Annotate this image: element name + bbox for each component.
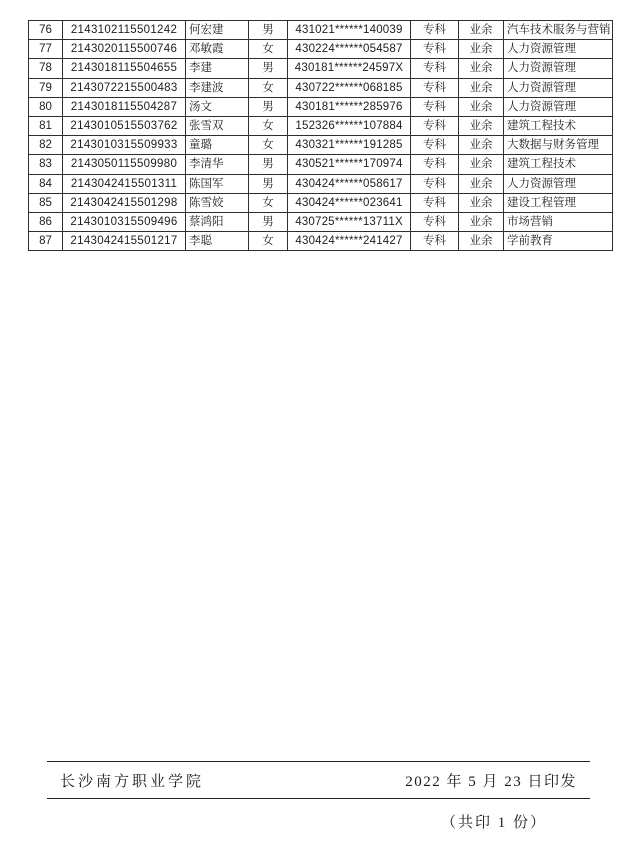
cell-id-number: 430725******13711X (288, 212, 411, 231)
cell-major: 市场营销 (504, 212, 613, 231)
cell-row-number: 85 (29, 193, 63, 212)
cell-gender: 女 (249, 116, 288, 135)
cell-student-name: 陈国军 (186, 174, 249, 193)
footer-bottom-rule (47, 798, 590, 799)
cell-gender: 女 (249, 136, 288, 155)
cell-major: 建筑工程技术 (504, 116, 613, 135)
cell-student-name: 李建 (186, 59, 249, 78)
copies-note: （共印 1 份） (440, 815, 547, 831)
table-row (29, 116, 613, 135)
cell-study-form: 业余 (459, 116, 504, 135)
cell-gender: 男 (249, 212, 288, 231)
cell-education-level: 专科 (411, 174, 459, 193)
cell-student-name: 何宏建 (186, 21, 249, 40)
cell-gender: 男 (249, 97, 288, 116)
cell-gender: 女 (249, 40, 288, 59)
cell-student-name: 蔡鸿阳 (186, 212, 249, 231)
cell-student-name: 李清华 (186, 155, 249, 174)
cell-row-number: 80 (29, 97, 63, 116)
cell-study-form: 业余 (459, 155, 504, 174)
footer-issuer-row (60, 770, 577, 791)
cell-row-number: 87 (29, 232, 63, 251)
cell-row-number: 83 (29, 155, 63, 174)
cell-id-number: 430321******191285 (288, 136, 411, 155)
cell-student-name: 陈雪姣 (186, 193, 249, 212)
cell-education-level: 专科 (411, 40, 459, 59)
cell-row-number: 86 (29, 212, 63, 231)
cell-study-form: 业余 (459, 59, 504, 78)
cell-id-number: 430224******054587 (288, 40, 411, 59)
cell-exam-number: 2143018115504287 (63, 97, 186, 116)
cell-study-form: 业余 (459, 212, 504, 231)
cell-exam-number: 2143042415501298 (63, 193, 186, 212)
table-row (29, 136, 613, 155)
cell-row-number: 76 (29, 21, 63, 40)
cell-major: 人力资源管理 (504, 97, 613, 116)
table-row (29, 59, 613, 78)
cell-major: 大数据与财务管理 (504, 136, 613, 155)
cell-major: 学前教育 (504, 232, 613, 251)
cell-id-number: 430181******285976 (288, 97, 411, 116)
cell-gender: 女 (249, 232, 288, 251)
cell-row-number: 79 (29, 78, 63, 97)
cell-id-number: 430424******023641 (288, 193, 411, 212)
cell-exam-number: 2143050115509980 (63, 155, 186, 174)
issuer-name: 长沙南方职业学院 (60, 774, 205, 790)
cell-student-name: 邓敏霞 (186, 40, 249, 59)
cell-exam-number: 2143010515503762 (63, 116, 186, 135)
cell-exam-number: 2143072215500483 (63, 78, 186, 97)
cell-education-level: 专科 (411, 155, 459, 174)
cell-id-number: 430722******068185 (288, 78, 411, 97)
table-row (29, 40, 613, 59)
cell-student-name: 汤文 (186, 97, 249, 116)
cell-education-level: 专科 (411, 59, 459, 78)
table-row (29, 78, 613, 97)
cell-study-form: 业余 (459, 136, 504, 155)
cell-id-number: 152326******107884 (288, 116, 411, 135)
cell-study-form: 业余 (459, 97, 504, 116)
cell-gender: 男 (249, 155, 288, 174)
cell-education-level: 专科 (411, 116, 459, 135)
cell-major: 人力资源管理 (504, 59, 613, 78)
cell-exam-number: 2143010315509496 (63, 212, 186, 231)
table-row (29, 193, 613, 212)
cell-gender: 女 (249, 78, 288, 97)
cell-id-number: 430521******170974 (288, 155, 411, 174)
cell-study-form: 业余 (459, 40, 504, 59)
cell-id-number: 431021******140039 (288, 21, 411, 40)
cell-study-form: 业余 (459, 193, 504, 212)
cell-gender: 男 (249, 174, 288, 193)
cell-exam-number: 2143010315509933 (63, 136, 186, 155)
cell-education-level: 专科 (411, 212, 459, 231)
cell-row-number: 78 (29, 59, 63, 78)
table-row (29, 97, 613, 116)
cell-major: 建筑工程技术 (504, 155, 613, 174)
cell-row-number: 77 (29, 40, 63, 59)
cell-study-form: 业余 (459, 78, 504, 97)
cell-row-number: 81 (29, 116, 63, 135)
roster-table-body (29, 21, 613, 251)
cell-id-number: 430424******241427 (288, 232, 411, 251)
cell-major: 汽车技术服务与营销 (504, 21, 613, 40)
cell-student-name: 李建波 (186, 78, 249, 97)
table-row (29, 174, 613, 193)
cell-student-name: 童璐 (186, 136, 249, 155)
cell-education-level: 专科 (411, 21, 459, 40)
cell-major: 人力资源管理 (504, 174, 613, 193)
cell-student-name: 李聪 (186, 232, 249, 251)
table-row (29, 232, 613, 251)
cell-gender: 女 (249, 193, 288, 212)
cell-education-level: 专科 (411, 136, 459, 155)
cell-gender: 男 (249, 21, 288, 40)
cell-id-number: 430424******058617 (288, 174, 411, 193)
cell-education-level: 专科 (411, 232, 459, 251)
student-roster-table (28, 20, 613, 251)
cell-study-form: 业余 (459, 174, 504, 193)
table-row (29, 155, 613, 174)
cell-row-number: 84 (29, 174, 63, 193)
cell-exam-number: 2143018115504655 (63, 59, 186, 78)
cell-row-number: 82 (29, 136, 63, 155)
cell-student-name: 张雪双 (186, 116, 249, 135)
cell-education-level: 专科 (411, 193, 459, 212)
table-row (29, 21, 613, 40)
cell-education-level: 专科 (411, 97, 459, 116)
cell-exam-number: 2143102115501242 (63, 21, 186, 40)
cell-major: 人力资源管理 (504, 40, 613, 59)
table-row (29, 212, 613, 231)
cell-exam-number: 2143042415501217 (63, 232, 186, 251)
cell-gender: 男 (249, 59, 288, 78)
cell-id-number: 430181******24597X (288, 59, 411, 78)
cell-study-form: 业余 (459, 21, 504, 40)
cell-major: 建设工程管理 (504, 193, 613, 212)
cell-study-form: 业余 (459, 232, 504, 251)
cell-exam-number: 2143042415501311 (63, 174, 186, 193)
footer-top-rule (47, 761, 590, 762)
cell-major: 人力资源管理 (504, 78, 613, 97)
print-date: 2022 年 5 月 23 日印发 (405, 774, 577, 790)
cell-education-level: 专科 (411, 78, 459, 97)
cell-exam-number: 2143020115500746 (63, 40, 186, 59)
